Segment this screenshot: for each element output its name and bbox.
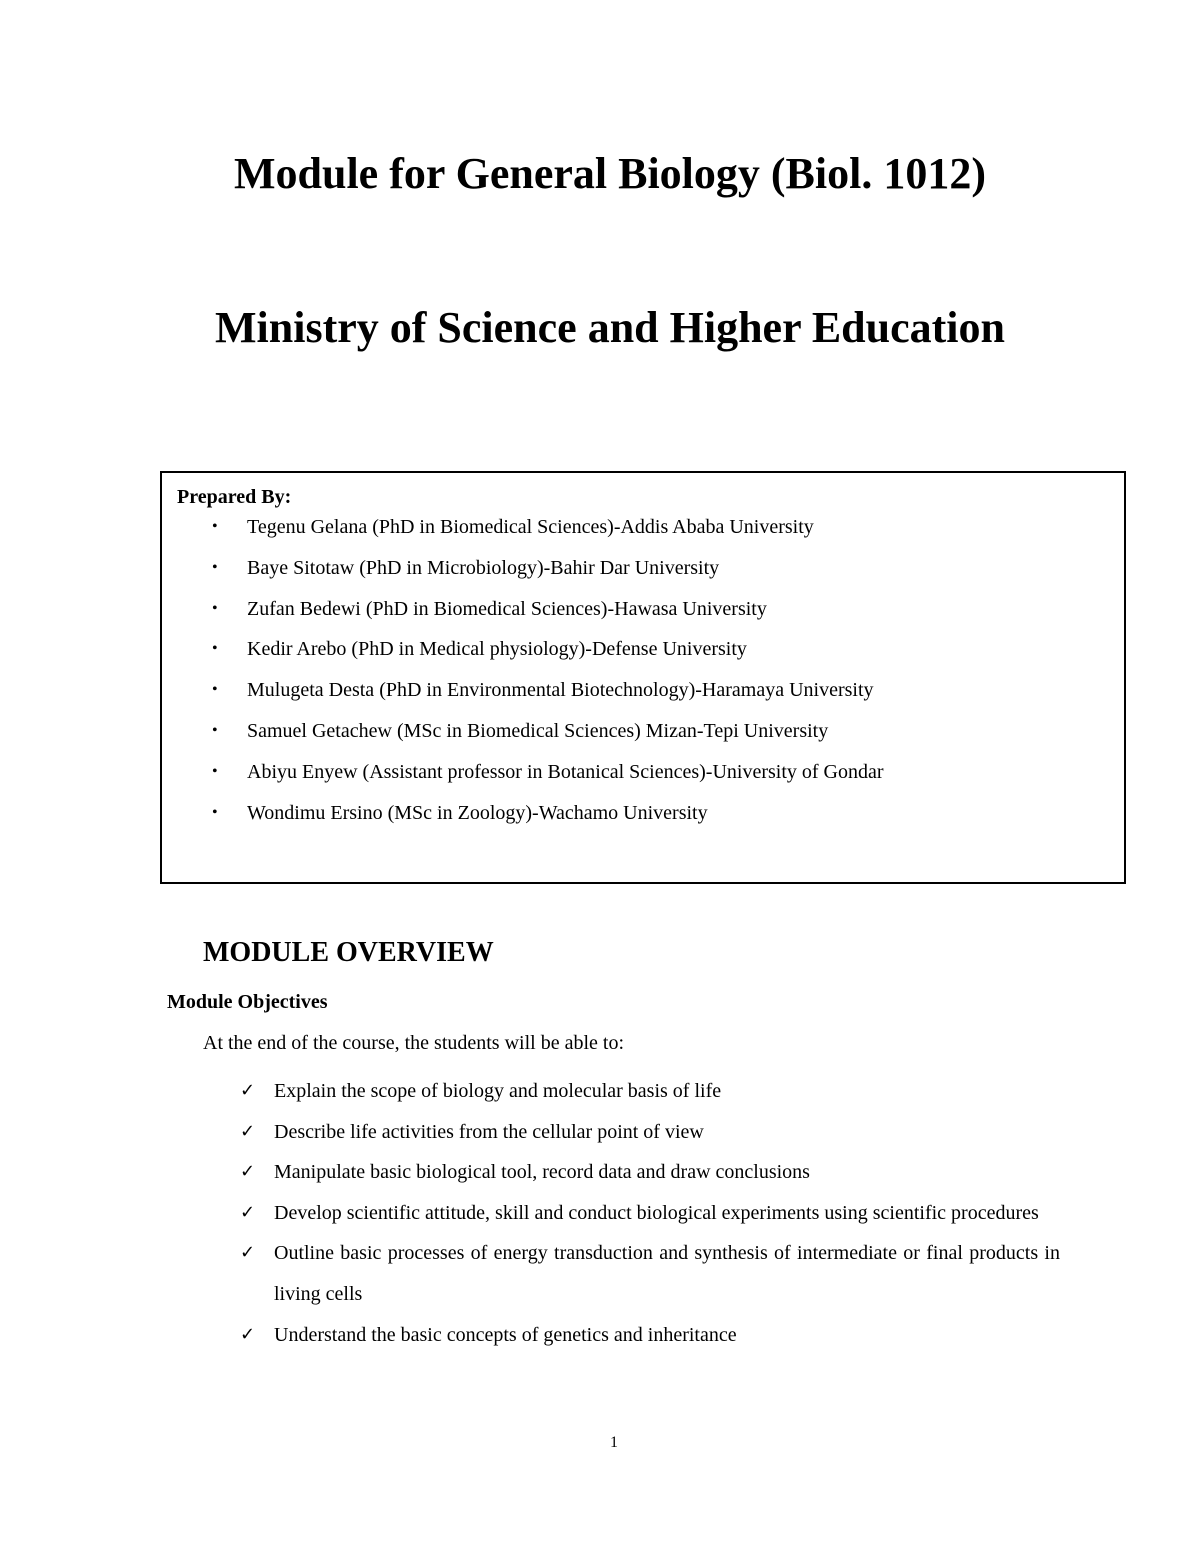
objective-item xyxy=(240,1315,1060,1356)
author-entry: Kedir Arebo (PhD in Medical physiology)-Defense University xyxy=(247,638,747,661)
checkmark-icon: ✓ xyxy=(240,1161,256,1183)
objectives-intro: At the end of the course, the students will be able to: xyxy=(203,1032,625,1054)
module-objectives-heading: Module Objectives xyxy=(167,991,328,1013)
checkmark-icon: ✓ xyxy=(240,1080,256,1101)
author-entry: Baye Sitotaw (PhD in Microbiology)-Bahir Dar University xyxy=(247,556,720,579)
document-subtitle: Ministry of Science and Higher Education xyxy=(215,303,1005,352)
document-title: Module for General Biology (Biol. 1012) xyxy=(233,149,987,198)
bullet-icon: • xyxy=(212,599,218,617)
objective-text: Manipulate basic biological tool, record data and draw conclusions xyxy=(274,1161,810,1184)
author-entry: Tegenu Gelana (PhD in Biomedical Sciences)-Addis Ababa University xyxy=(247,516,814,538)
objective-item xyxy=(240,1233,1060,1314)
checkmark-icon: ✓ xyxy=(240,1242,256,1264)
bullet-icon: • xyxy=(212,681,218,699)
prepared-by-box xyxy=(160,471,1126,884)
checkmark-icon: ✓ xyxy=(240,1120,256,1142)
objective-text: Explain the scope of biology and molecular basis of life xyxy=(274,1080,722,1102)
author-entry: Zufan Bedewi (PhD in Biomedical Sciences)-Hawasa University xyxy=(247,597,767,620)
objective-item xyxy=(240,1152,1060,1193)
checkmark-icon: ✓ xyxy=(240,1201,256,1223)
author-entry: Abiyu Enyew (Assistant professor in Botanical Sciences)-University of Gondar xyxy=(247,760,884,783)
bullet-icon: • xyxy=(212,721,218,739)
author-entry: Wondimu Ersino (MSc in Zoology)-Wachamo University xyxy=(247,801,708,824)
bullet-icon: • xyxy=(212,640,218,658)
author-entry: Mulugeta Desta (PhD in Environmental Biotechnology)-Haramaya University xyxy=(247,679,874,702)
module-overview-heading: MODULE OVERVIEW xyxy=(203,937,494,968)
objective-text: Outline basic processes of energy transduction and synthesis of intermediate or final products in living cells xyxy=(274,1242,1060,1305)
objective-item xyxy=(240,1193,1060,1234)
objective-item xyxy=(240,1112,1060,1153)
objective-text: Describe life activities from the cellular point of view xyxy=(274,1120,704,1143)
prepared-by-heading: Prepared By: xyxy=(177,486,292,508)
bullet-icon: • xyxy=(212,518,218,535)
objectives-list xyxy=(240,1071,1060,1355)
bullet-icon: • xyxy=(212,803,218,821)
checkmark-icon: ✓ xyxy=(240,1323,256,1345)
author-entry: Samuel Getachew (MSc in Biomedical Sciences) Mizan-Tepi University xyxy=(247,719,829,742)
objective-text: Understand the basic concepts of genetics and inheritance xyxy=(274,1323,737,1346)
bullet-icon: • xyxy=(212,558,218,576)
objective-item xyxy=(240,1071,1060,1112)
page-number: 1 xyxy=(610,1434,618,1451)
objective-text: Develop scientific attitude, skill and conduct biological experiments using scientific procedures xyxy=(274,1201,1039,1224)
bullet-icon: • xyxy=(212,762,218,780)
